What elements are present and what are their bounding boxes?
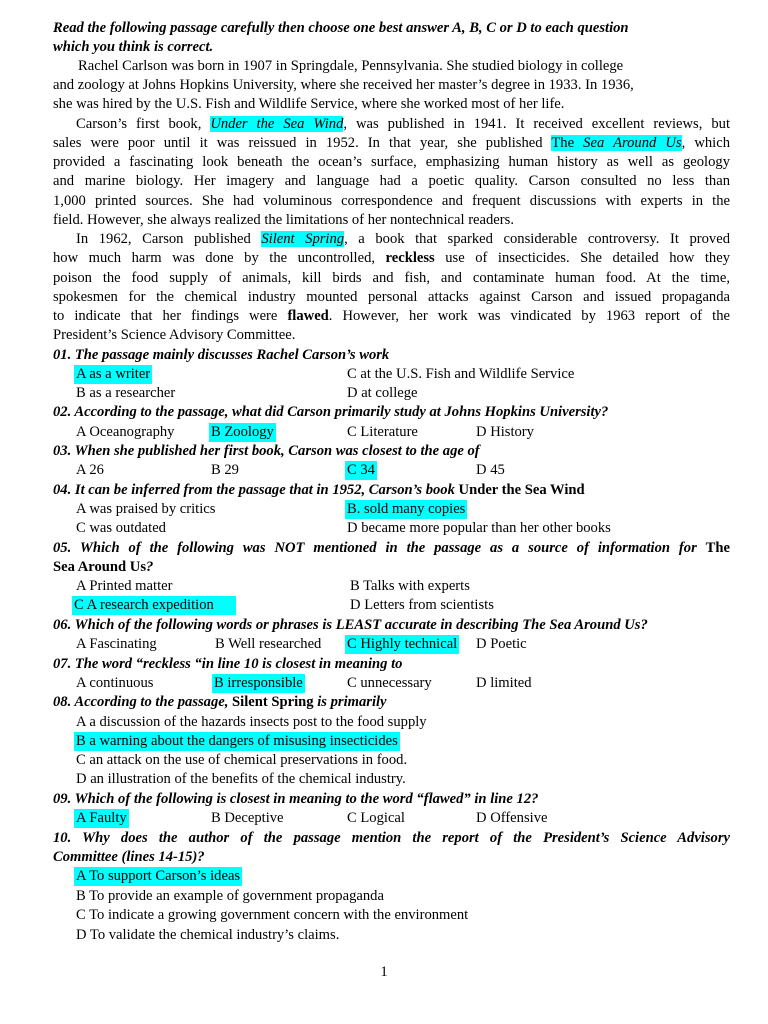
question-3-option-a[interactable]: A 26 (76, 462, 104, 478)
question-10-option-a[interactable]: A To support Carson’s ideas (76, 868, 241, 884)
question-1-option-a[interactable]: A as a writer (76, 366, 151, 382)
question-2-stem: 02. According to the passage, what did Carson primarily study at Johns Hopkins University? (53, 404, 609, 420)
question-5-stem-line-2: Sea Around Us? (53, 559, 154, 575)
question-1-stem: 01. The passage mainly discusses Rachel Carson’s work (53, 347, 390, 363)
question-8-stem: 08. According to the passage, Silent Spring is primarily (53, 694, 387, 710)
question-7-option-a[interactable]: A continuous (76, 675, 154, 691)
question-5-option-b[interactable]: B Talks with experts (350, 578, 470, 594)
question-7-option-b[interactable]: B irresponsible (214, 675, 303, 691)
passage-p3-line-4: spokesmen for the chemical industry mounted personal attacks against Carson and issued propaganda (53, 289, 730, 305)
question-8-option-a[interactable]: A a discussion of the hazards insects post to the food supply (76, 714, 427, 730)
word-flawed: flawed (287, 308, 329, 324)
passage-p3-line-3: poison the food supply of animals, kill birds and fish, and contaminate human food. At the time, (53, 270, 730, 286)
page-number: 1 (380, 964, 388, 980)
question-4-option-b[interactable]: B. sold many copies (347, 501, 466, 517)
question-6-stem: 06. Which of the following words or phrases is LEAST accurate in describing The Sea Around Us? (53, 617, 648, 633)
question-5-option-a[interactable]: A Printed matter (76, 578, 173, 594)
book-title-the-sea-around-us: The Sea Around Us (551, 135, 682, 151)
question-2-option-a[interactable]: A Oceanography (76, 424, 175, 440)
passage-p1-line-2: and zoology at Johns Hopkins University, where she received her master’s degree in 1933. In 1936, (53, 77, 634, 93)
question-5-option-d[interactable]: D Letters from scientists (350, 597, 494, 613)
question-9-option-b[interactable]: B Deceptive (211, 810, 284, 826)
question-7-option-c[interactable]: C unnecessary (347, 675, 432, 691)
question-10-option-d[interactable]: D To validate the chemical industry’s claims. (76, 927, 340, 943)
question-1-option-c[interactable]: C at the U.S. Fish and Wildlife Service (347, 366, 575, 382)
question-3-stem: 03. When she published her first book, Carson was closest to the age of (53, 443, 480, 459)
passage-p1-line-1: Rachel Carlson was born in 1907 in Springdale, Pennsylvania. She studied biology in college (78, 58, 624, 74)
question-4-option-c[interactable]: C was outdated (76, 520, 166, 536)
question-3-option-b[interactable]: B 29 (211, 462, 239, 478)
book-title-silent-spring: Silent Spring (261, 231, 345, 247)
question-9-option-c[interactable]: C Logical (347, 810, 405, 826)
question-1-option-d[interactable]: D at college (347, 385, 418, 401)
question-9-option-d[interactable]: D Offensive (476, 810, 548, 826)
question-2-option-d[interactable]: D History (476, 424, 534, 440)
question-10-option-c[interactable]: C To indicate a growing government concern with the environment (76, 907, 469, 923)
question-6-option-b[interactable]: B Well researched (215, 636, 322, 652)
question-2-option-b[interactable]: B Zoology (211, 424, 274, 440)
question-10-option-b[interactable]: B To provide an example of government propaganda (76, 888, 384, 904)
passage-p3-line-5: to indicate that her findings were flawed. However, her work was vindicated by 1963 report of the (53, 308, 731, 324)
question-3-option-c[interactable]: C 34 (347, 462, 375, 478)
question-7-option-d[interactable]: D limited (476, 675, 532, 691)
passage-p3-line-2: how much harm was done by the uncontrolled, reckless use of insecticides. She detailed how they (53, 250, 731, 266)
passage-p2-line-6: field. However, she always realized the limitations of her nontechnical readers. (53, 212, 514, 228)
question-4-stem: 04. It can be inferred from the passage that in 1952, Carson’s book Under the Sea Wind (53, 482, 585, 498)
question-5-stem-line-1: 05. Which of the following was NOT mentioned in the passage as a source of information for The (53, 540, 730, 556)
question-6-option-c[interactable]: C Highly technical (347, 636, 458, 652)
question-3-option-d[interactable]: D 45 (476, 462, 505, 478)
question-10-stem-line-1: 10. Why does the author of the passage mention the report of the President’s Science Advisory (53, 830, 730, 846)
question-9-stem: 09. Which of the following is closest in meaning to the word “flawed” in line 12? (53, 791, 539, 807)
question-4-option-a[interactable]: A was praised by critics (76, 501, 216, 517)
passage-p3-line-6: President’s Science Advisory Committee. (53, 327, 296, 343)
passage-p2-line-1: Carson’s first book, Under the Sea Wind, was published in 1941. It received excellent reviews, but (76, 116, 730, 132)
passage-p3-line-1: In 1962, Carson published Silent Spring, a book that sparked considerable controversy. It proved (76, 231, 730, 247)
question-2-option-c[interactable]: C Literature (347, 424, 418, 440)
question-8-option-b[interactable]: B a warning about the dangers of misusing insecticides (76, 733, 398, 749)
question-7-stem: 07. The word “reckless “in line 10 is closest in meaning to (53, 656, 403, 672)
instructions-line-1: Read the following passage carefully then choose one best answer A, B, C or D to each question (53, 20, 629, 36)
question-8-option-c[interactable]: C an attack on the use of chemical preservations in food. (76, 752, 408, 768)
passage-p2-line-3: provided a fascinating look beneath the ocean’s surface, emphasizing human history as well as geology (53, 154, 730, 170)
question-10-stem-line-2: Committee (lines 14-15)? (53, 849, 205, 865)
question-1-option-b[interactable]: B as a researcher (76, 385, 176, 401)
book-title-under-the-sea-wind: Under the Sea Wind (210, 116, 344, 132)
passage-p1-line-3: she was hired by the U.S. Fish and Wildlife Service, where she worked most of her life. (53, 96, 565, 112)
question-8-option-d[interactable]: D an illustration of the benefits of the chemical industry. (76, 771, 406, 787)
instructions-line-2: which you think is correct. (53, 39, 214, 55)
question-5-option-c[interactable]: C A research expedition (72, 596, 236, 615)
question-6-option-d[interactable]: D Poetic (476, 636, 527, 652)
question-9-option-a[interactable]: A Faulty (76, 810, 127, 826)
word-reckless: reckless (385, 250, 435, 266)
passage-p2-line-2: sales were poor until it was reissued in 1952. In that year, she published The Sea Around Us, which (53, 135, 731, 151)
question-4-option-d[interactable]: D became more popular than her other books (347, 520, 611, 536)
question-6-option-a[interactable]: A Fascinating (76, 636, 157, 652)
passage-p2-line-4: and marine biology. Her imagery and language had a poetic quality. Carson consulted no less than (53, 173, 730, 189)
passage-p2-line-5: 1,000 printed sources. She had voluminous correspondence and frequent discussions with experts in the (53, 193, 730, 209)
